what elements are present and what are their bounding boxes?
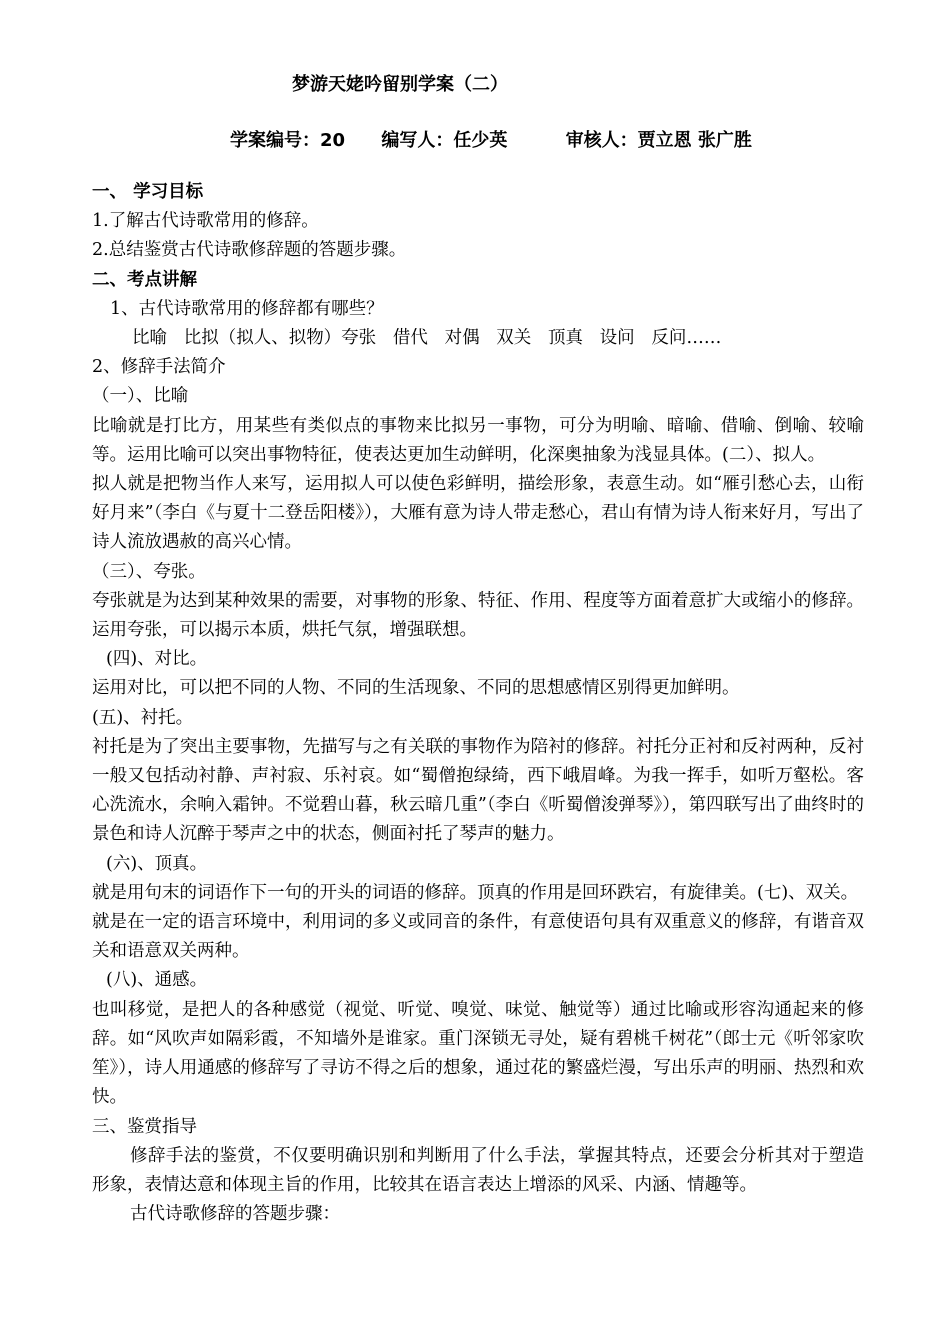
paragraph-contrast: 运用对比，可以把不同的人物、不同的生活现象、不同的思想感情区别得更加鲜明。 xyxy=(92,678,740,699)
document-meta xyxy=(230,126,752,152)
subsection-heading-anadiplosis: (六)、顶真。 xyxy=(106,853,208,874)
document-title: 梦游天姥吟留别学案（二） xyxy=(292,74,508,95)
objective-item: 2.总结鉴赏古代诗歌修辞题的答题步骤。 xyxy=(92,240,407,261)
case-number: 学案编号：20 xyxy=(230,130,346,151)
author: 编写人：任少英 xyxy=(381,130,508,151)
paragraph-synesthesia: 也叫移觉，是把人的各种感觉（视觉、听觉、嗅觉、味觉、触觉等）通过比喻或形容沟通起来的修辞。如“风吹声如隔彩霞，不知墙外是谁家。重门深锁无寻处，疑有碧桃千树花”（郎士元《听邻家吹笙》），诗人用通感的修辞写了寻访不得之后的想象，通过花的繁盛烂漫，写出乐声的明丽、热烈和欢快。 xyxy=(92,999,864,1108)
reviewer: 审核人：贾立恩 张广胜 xyxy=(565,130,752,151)
objective-item: 1.了解古代诗歌常用的修辞。 xyxy=(92,211,319,232)
paragraph-hyperbole: 夸张就是为达到某种效果的需要，对事物的形象、特征、作用、程度等方面着意扩大或缩小的修辞。运用夸张，可以揭示本质，烘托气氛，增强联想。 xyxy=(92,590,864,641)
subsection-heading-contrast: (四)、对比。 xyxy=(106,649,208,670)
subsection-heading-foil: (五)、衬托。 xyxy=(92,707,194,728)
subsection-heading-synesthesia: (八)、通感。 xyxy=(106,970,208,991)
paragraph-foil: 衬托是为了突出主要事物，先描写与之有关联的事物作为陪衬的修辞。衬托分正衬和反衬两种，反衬一般又包括动衬静、声衬寂、乐衬哀。如“蜀僧抱绿绮，西下峨眉峰。为我一挥手，如听万壑松。客心洗流水，余响入霜钟。不觉碧山暮，秋云暗几重”（李白《听蜀僧浚弹琴》），第四联写出了曲终时的景色和诗人沉醉于琴声之中的状态，侧面衬托了琴声的魅力。 xyxy=(92,736,864,845)
paragraph-anadiplosis: 就是用句末的词语作下一句的开头的词语的修辞。顶真的作用是回环跌宕，有旋律美。(七)、双关。 xyxy=(92,882,859,903)
section-heading-points: 二、考点讲解 xyxy=(92,269,197,290)
subsection-heading-hyperbole: （三）、夸张。 xyxy=(92,561,206,582)
steps-heading: 古代诗歌修辞的答题步骤： xyxy=(130,1204,340,1225)
paragraph-guidance: 修辞手法的鉴赏，不仅要明确识别和判断用了什么手法，掌握其特点，还要会分析其对于塑造形象，表情达意和体现主旨的作用，比较其在语言表达上增添的风采、内涵、情趣等。 xyxy=(92,1145,864,1195)
section-heading-objectives: 一、 学习目标 xyxy=(92,182,204,202)
subsection-intro: 2、修辞手法简介 xyxy=(92,357,226,378)
paragraph-personification: 拟人就是把物当作人来写，运用拟人可以使色彩鲜明，描绘形象，表意生动。如“雁引愁心去，山衔好月来”（李白《与夏十二登岳阳楼》），大雁有意为诗人带走愁心，君山有情为诗人衔来好月，写出了诗人流放遇赦的高兴心情。 xyxy=(92,474,864,553)
question-line: 1、古代诗歌常用的修辞都有哪些？ xyxy=(110,298,384,319)
section-heading-guidance: 三、鉴赏指导 xyxy=(92,1116,197,1137)
document-body xyxy=(92,178,864,1229)
paragraph-metaphor: 比喻就是打比方，用某些有类似点的事物来比拟另一事物，可分为明喻、暗喻、借喻、倒喻、较喻等。运用比喻可以突出事物特征，使表达更加生动鲜明，化深奥抽象为浅显具体。(二）、拟人。 xyxy=(92,415,864,465)
subsection-heading-metaphor: （一）、比喻 xyxy=(92,386,189,407)
paragraph-pun: 就是在一定的语言环境中，利用词的多义或同音的条件，有意使语句具有双重意义的修辞，有谐音双关和语意双关两种。 xyxy=(92,912,864,962)
rhetoric-list: 比喻 比拟（拟人、拟物）夸张 借代 对偶 双关 顶真 设问 反问…… xyxy=(132,328,722,349)
